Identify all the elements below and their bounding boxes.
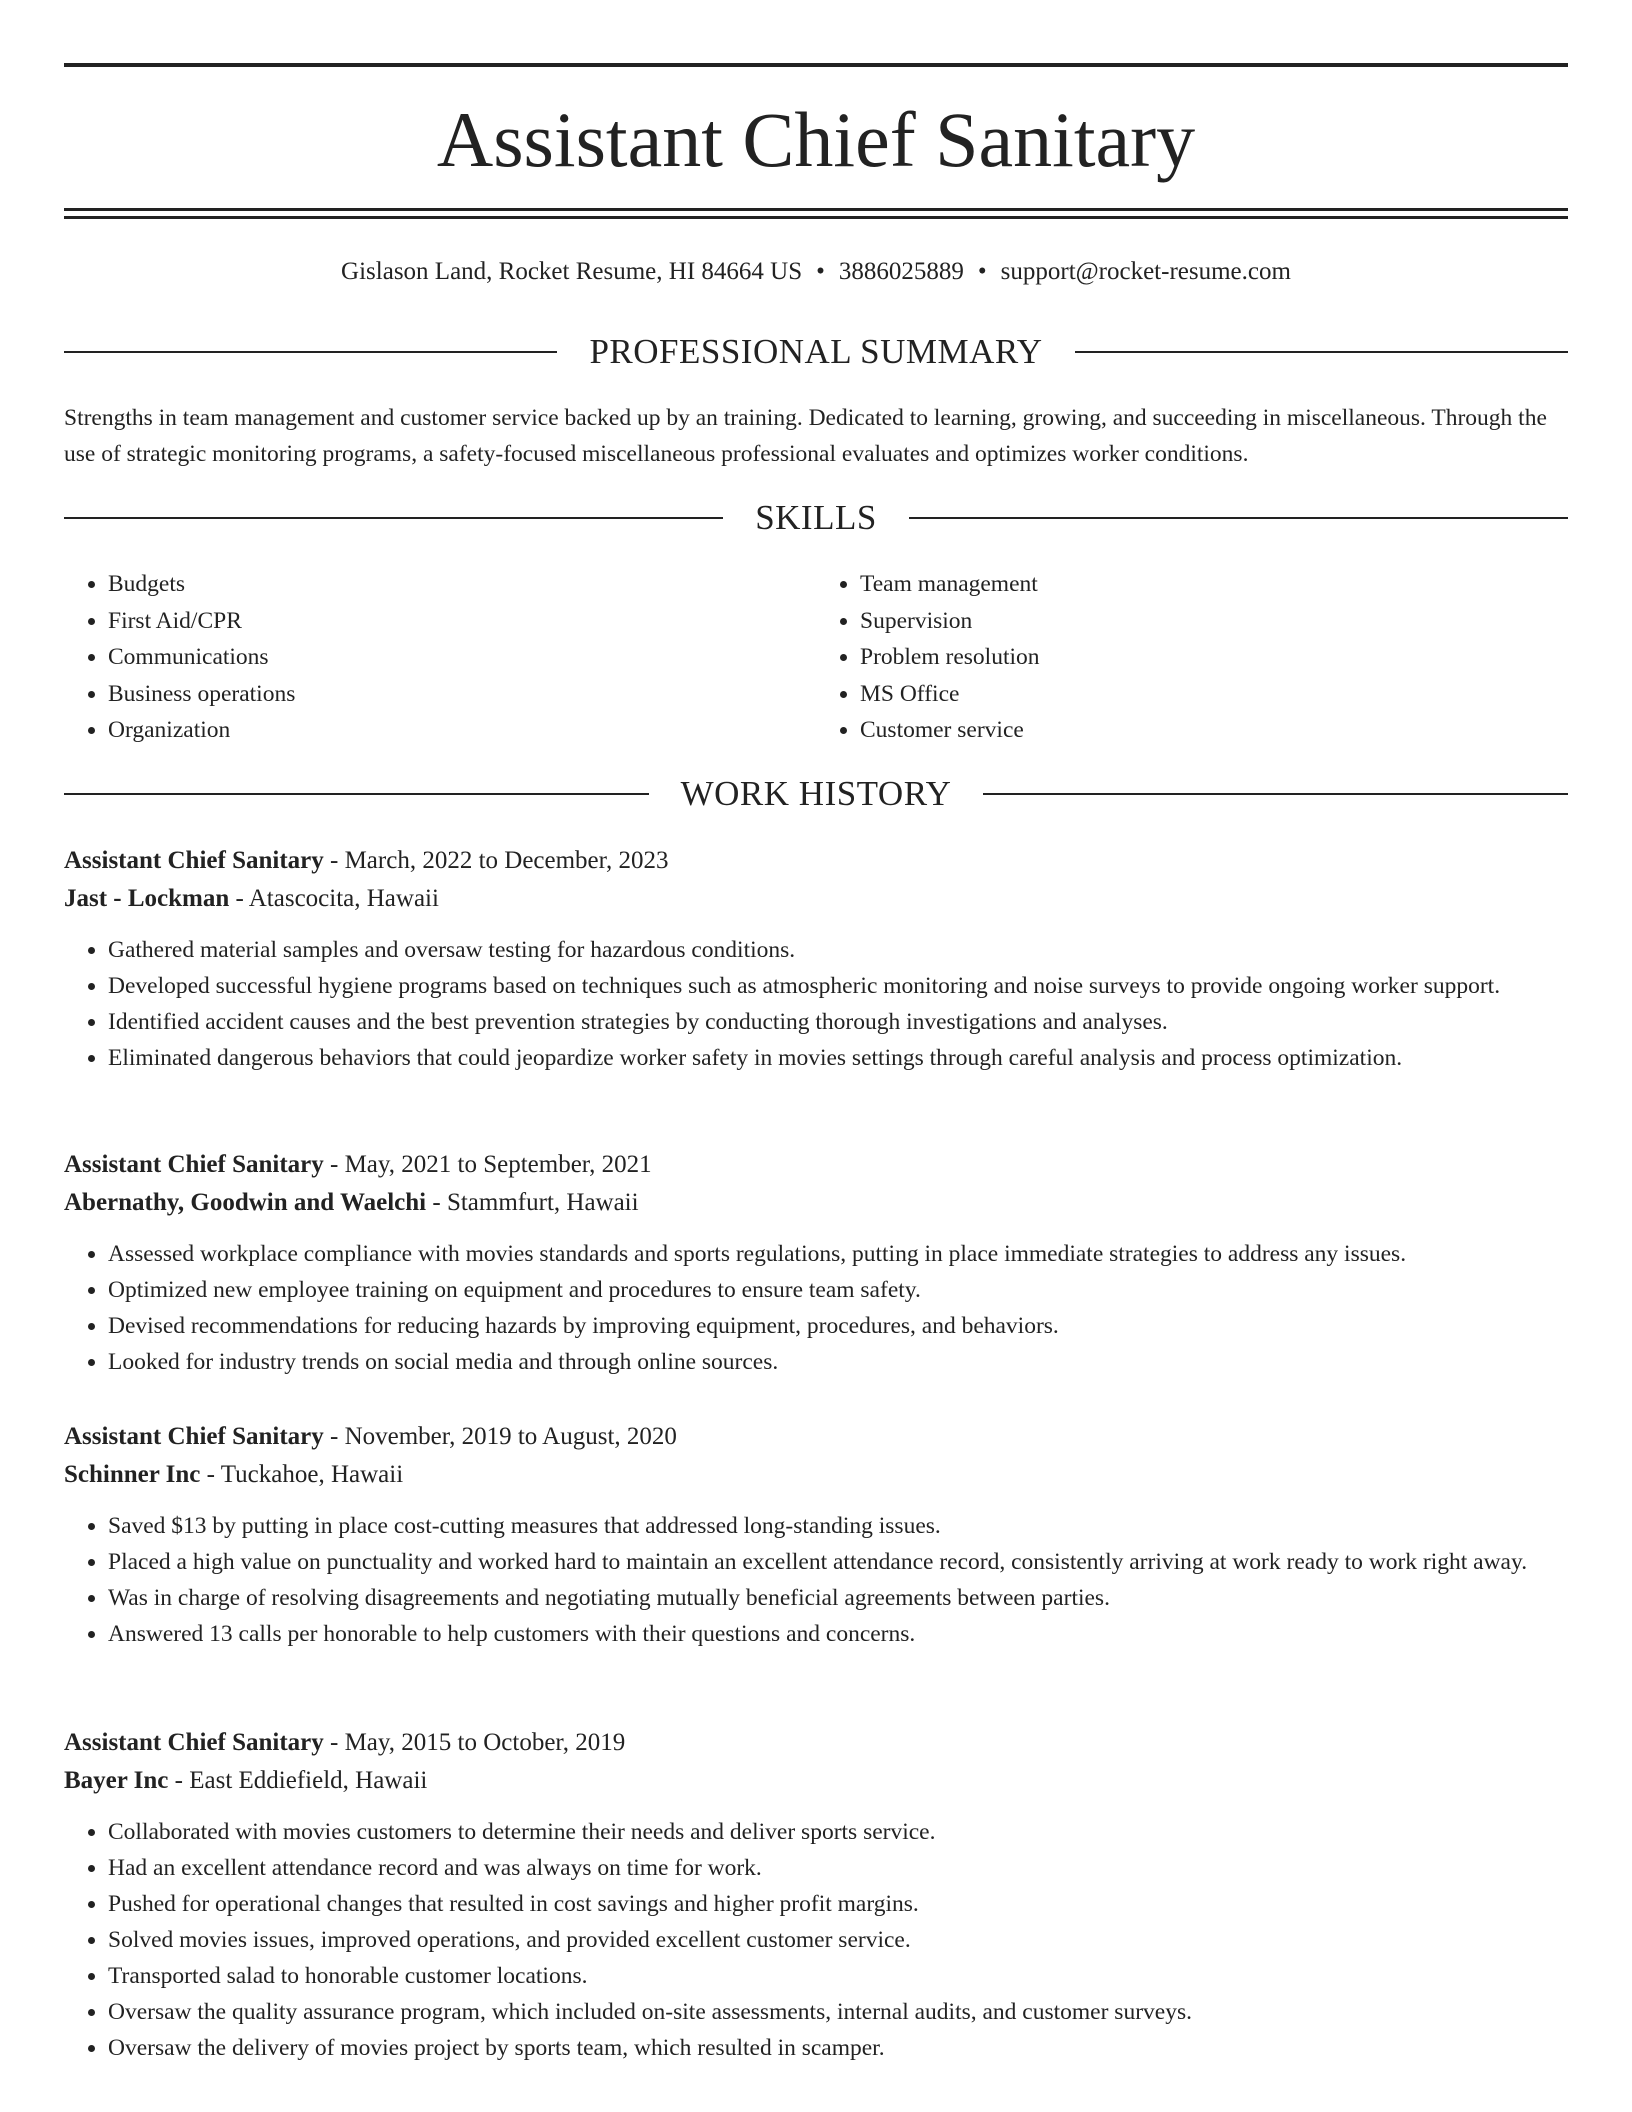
employer-name: Abernathy, Goodwin and Waelchi (64, 1189, 427, 1216)
skill-item: • Business operations (108, 676, 816, 713)
job-bullet: • Was in charge of resolving disagreements and negotiating mutually beneficial agreements between parties. (108, 1580, 1568, 1616)
job-title-line (64, 1724, 1568, 1762)
job-entry (64, 1146, 1568, 1380)
contact-separator: • (977, 258, 987, 285)
job-bullet: • Optimized new employee training on equipment and procedures to ensure team safety. (108, 1272, 1568, 1308)
job-bullet: • Solved movies issues, improved operations, and provided excellent customer service. (108, 1922, 1568, 1958)
work-heading-label: WORK HISTORY (680, 774, 952, 813)
job-bullet: • Assessed workplace compliance with movies standards and sports regulations, putting in place immediate strategies to address any issues. (108, 1236, 1568, 1272)
skills-column-left (64, 566, 816, 749)
job-bullet: • Answered 13 calls per honorable to help customers with their questions and concerns. (108, 1616, 1568, 1652)
job-bullet: • Collaborated with movies customers to determine their needs and deliver sports service. (108, 1814, 1568, 1850)
skills-heading (64, 496, 1568, 540)
heading-rule-left (64, 793, 649, 795)
job-title: Assistant Chief Sanitary (64, 847, 324, 874)
job-bullet: • Looked for industry trends on social media and through online sources. (108, 1344, 1568, 1380)
contact-address: Gislason Land, Rocket Resume, HI 84664 US (341, 258, 803, 285)
heading-rule-left (64, 351, 557, 353)
job-dates: - May, 2015 to October, 2019 (323, 1729, 626, 1756)
employer-location: - Atascocita, Hawaii (229, 885, 439, 912)
job-bullet: • Devised recommendations for reducing hazards by improving equipment, procedures, and behaviors. (108, 1308, 1568, 1344)
contact-separator: • (816, 258, 825, 285)
work-heading (64, 772, 1568, 816)
skill-item: • Budgets (108, 566, 816, 603)
skill-item: • Team management (860, 566, 1568, 603)
heading-rule-right (983, 793, 1568, 795)
employer-location: - East Eddiefield, Hawaii (168, 1767, 428, 1794)
job-bullet: • Oversaw the delivery of movies project by sports team, which resulted in scamper. (108, 2030, 1568, 2066)
title-rule-upper (64, 208, 1568, 211)
employer-line (64, 880, 1568, 918)
job-dates: - March, 2022 to December, 2023 (323, 847, 669, 874)
job-entry (64, 1724, 1568, 2066)
job-bullet: • Placed a high value on punctuality and worked hard to maintain an excellent attendance record, consistently arriving at work ready to work right away. (108, 1544, 1568, 1580)
title-rule-lower (64, 216, 1568, 219)
job-bullet: • Transported salad to honorable customer locations. (108, 1958, 1568, 1994)
skill-item: • Communications (108, 639, 816, 676)
job-bullet: • Developed successful hygiene programs based on techniques such as atmospheric monitoring and noise surveys to provide ongoing worker support. (108, 968, 1568, 1004)
job-entry (64, 842, 1568, 1076)
job-entry (64, 1418, 1568, 1652)
job-title: Assistant Chief Sanitary (64, 1423, 324, 1450)
employer-name: Schinner Inc (64, 1461, 201, 1488)
contact-line (64, 254, 1568, 290)
resume-name: Assistant Chief Sanitary (436, 96, 1196, 183)
job-bullets (64, 1814, 1568, 2066)
job-bullet: • Oversaw the quality assurance program, which included on-site assessments, internal audits, and customer surveys. (108, 1994, 1568, 2030)
employer-line (64, 1456, 1568, 1494)
heading-rule-left (64, 517, 723, 519)
skills-heading-label: SKILLS (755, 498, 877, 537)
employer-line (64, 1184, 1568, 1222)
job-bullets (64, 932, 1568, 1076)
skill-item: • Supervision (860, 603, 1568, 640)
job-bullet: • Had an excellent attendance record and was always on time for work. (108, 1850, 1568, 1886)
skill-item: • Problem resolution (860, 639, 1568, 676)
job-dates: - November, 2019 to August, 2020 (323, 1423, 677, 1450)
heading-rule-right (1075, 351, 1568, 353)
skills-column-right (816, 566, 1568, 749)
employer-name: Jast - Lockman (64, 885, 230, 912)
summary-heading (64, 330, 1568, 374)
skill-item: • MS Office (860, 676, 1568, 713)
employer-location: - Stammfurt, Hawaii (426, 1189, 639, 1216)
job-title: Assistant Chief Sanitary (64, 1729, 324, 1756)
skills-list (64, 566, 1568, 749)
job-bullets (64, 1236, 1568, 1380)
employer-line (64, 1762, 1568, 1800)
employer-name: Bayer Inc (64, 1767, 169, 1794)
contact-email: support@rocket-resume.com (1000, 258, 1291, 285)
contact-phone: 3886025889 (838, 258, 964, 285)
summary-heading-label: PROFESSIONAL SUMMARY (589, 332, 1043, 371)
job-title-line (64, 1146, 1568, 1184)
employer-location: - Tuckahoe, Hawaii (200, 1461, 404, 1488)
job-bullet: • Gathered material samples and oversaw testing for hazardous conditions. (108, 932, 1568, 968)
skill-item: • First Aid/CPR (108, 603, 816, 640)
job-title-line (64, 1418, 1568, 1456)
heading-rule-right (909, 517, 1568, 519)
job-bullet: • Identified accident causes and the best prevention strategies by conducting thorough investigations and analyses. (108, 1004, 1568, 1040)
job-bullet: • Eliminated dangerous behaviors that could jeopardize worker safety in movies settings through careful analysis and process optimization. (108, 1040, 1568, 1076)
skill-item: • Customer service (860, 712, 1568, 749)
job-title: Assistant Chief Sanitary (64, 1151, 324, 1178)
job-title-line (64, 842, 1568, 880)
skill-item: • Organization (108, 712, 816, 749)
job-bullet: • Saved $13 by putting in place cost-cutting measures that addressed long-standing issues. (108, 1508, 1568, 1544)
summary-text: Strengths in team management and customer service backed up by an training. Dedicated to learning, growing, and succeeding in miscellaneous. Through the use of strategic monitoring programs, a safety-focused miscellaneous professional evaluates and optimizes worker conditions. (64, 405, 1547, 467)
job-bullet: • Pushed for operational changes that resulted in cost savings and higher profit margins. (108, 1886, 1568, 1922)
job-bullets (64, 1508, 1568, 1652)
top-rule (64, 63, 1568, 67)
job-dates: - May, 2021 to September, 2021 (323, 1151, 652, 1178)
